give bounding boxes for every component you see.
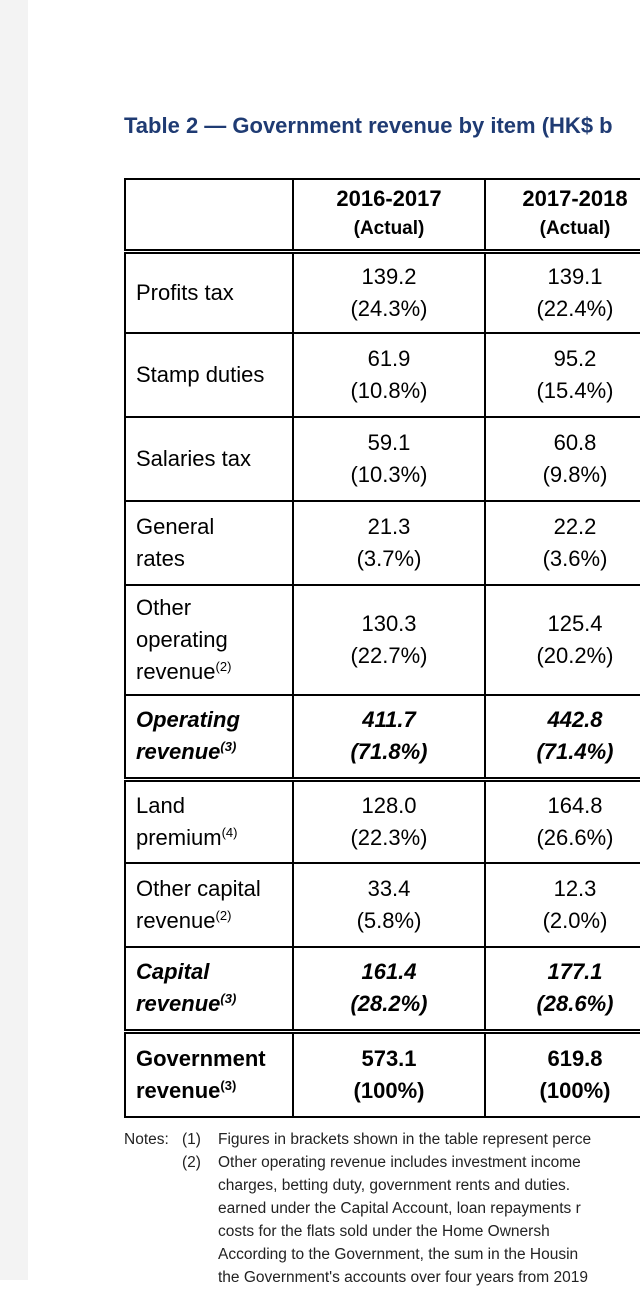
row-label (125, 863, 293, 947)
note-text: Figures in brackets shown in the table represent perce (218, 1131, 592, 1148)
note-text-line: costs for the flats sold under the Home Ownersh (218, 1223, 550, 1240)
table-row-stamp-duties (125, 333, 640, 417)
table-row-other-operating-revenue (125, 585, 640, 695)
percent: (20.2%) (536, 643, 614, 668)
value-cell (293, 585, 485, 695)
footnote-ref: (4) (221, 824, 238, 840)
row-label-text: revenue (136, 908, 216, 933)
page-margin (0, 0, 28, 1280)
note-index: (2) (182, 1154, 201, 1171)
percent: (24.3%) (350, 295, 428, 321)
row-label-text: premium (136, 824, 222, 850)
percent: (9.8%) (542, 462, 608, 487)
row-label (125, 1031, 293, 1117)
value-cell (485, 695, 640, 779)
note-text-line: charges, betting duty, government rents and duties. (218, 1177, 571, 1194)
footnote-ref: (3) (220, 739, 237, 755)
table-notes (124, 1128, 640, 1289)
header-subtitle: (Actual) (539, 218, 611, 240)
row-label-text: revenue (136, 1077, 221, 1103)
percent: (3.6%) (542, 546, 608, 571)
value: 95.2 (553, 346, 597, 371)
row-label (125, 585, 293, 695)
value: 61.9 (367, 346, 411, 371)
row-label-line (136, 988, 292, 1020)
revenue-table (124, 178, 640, 1118)
note-text-line: According to the Government, the sum in the Housin (218, 1246, 579, 1263)
value: 139.1 (547, 263, 603, 289)
percent: (100%) (353, 1077, 425, 1103)
row-label-text: revenue (136, 739, 221, 765)
row-label-line: Capital (136, 959, 210, 985)
value-cell (293, 251, 485, 333)
row-label (125, 501, 293, 585)
table-row-general-rates (125, 501, 640, 585)
value-cell (485, 863, 640, 947)
note-text-line: the Government's accounts over four years from 2019 (218, 1269, 588, 1286)
value-cell (293, 1031, 485, 1117)
table-header-row (125, 179, 640, 251)
value-cell (485, 779, 640, 863)
value-cell (293, 501, 485, 585)
row-label (125, 695, 293, 779)
row-label-line: Land (136, 792, 185, 818)
value-cell (485, 585, 640, 695)
revenue-table-container (124, 178, 640, 1118)
row-label-line (136, 656, 292, 688)
value: 619.8 (547, 1045, 603, 1071)
value: 442.8 (547, 707, 603, 733)
row-label-line: Government (136, 1045, 266, 1071)
note-text-line: earned under the Capital Account, loan repayments r (218, 1200, 581, 1217)
percent: (10.8%) (350, 378, 428, 403)
table-title: Table 2 — Government revenue by item (HK$ b (124, 113, 613, 138)
value-cell (485, 417, 640, 501)
table-row-government-revenue (125, 1031, 640, 1117)
value: 59.1 (367, 430, 411, 455)
value: 161.4 (361, 959, 417, 985)
header-2016-2017 (293, 179, 485, 251)
footnote-ref: (3) (220, 991, 237, 1007)
percent: (71.4%) (536, 739, 614, 765)
percent: (2.0%) (542, 908, 608, 933)
percent: (5.8%) (356, 908, 422, 933)
header-year: 2016-2017 (336, 186, 442, 212)
table-row-other-capital-revenue (125, 863, 640, 947)
table-row-land-premium (125, 779, 640, 863)
value: 21.3 (367, 514, 411, 539)
row-label-line: Operating (136, 707, 240, 733)
percent: (100%) (539, 1077, 611, 1103)
note-text: Other operating revenue includes investment income (218, 1154, 581, 1171)
row-label-line: Other capital (136, 876, 261, 901)
row-label: Stamp duties (125, 333, 293, 417)
row-label-line: rates (136, 546, 185, 571)
table-row-profits-tax (125, 251, 640, 333)
percent: (28.2%) (350, 991, 428, 1017)
value: 12.3 (553, 876, 597, 901)
header-2017-2018 (485, 179, 640, 251)
value: 60.8 (553, 430, 597, 455)
value: 139.2 (361, 263, 417, 289)
value-cell (293, 779, 485, 863)
percent: (28.6%) (536, 991, 614, 1017)
header-year: 2017-2018 (522, 186, 628, 212)
footnote-ref: (2) (215, 659, 232, 674)
value-cell (293, 695, 485, 779)
value-cell (485, 333, 640, 417)
row-label-line (136, 1075, 292, 1107)
row-label-line (136, 822, 292, 854)
value-cell (293, 947, 485, 1031)
notes-heading: Notes: (124, 1131, 169, 1148)
percent: (10.3%) (350, 462, 428, 487)
footnote-ref: (3) (220, 1077, 237, 1093)
row-label (125, 947, 293, 1031)
percent: (22.7%) (350, 643, 428, 668)
row-label-line: Other (136, 595, 192, 620)
note-index: (1) (182, 1131, 201, 1148)
value-cell (293, 333, 485, 417)
note-1 (124, 1128, 640, 1151)
row-label-line: operating (136, 627, 228, 652)
value-cell (485, 1031, 640, 1117)
note-2 (124, 1151, 640, 1174)
percent: (26.6%) (536, 824, 614, 850)
value: 33.4 (367, 876, 411, 901)
row-label: Salaries tax (125, 417, 293, 501)
value-cell (293, 417, 485, 501)
row-label-line (136, 736, 292, 768)
percent: (3.7%) (356, 546, 422, 571)
value-cell (485, 947, 640, 1031)
header-empty-cell (125, 179, 293, 251)
percent: (15.4%) (536, 378, 614, 403)
value-cell (485, 251, 640, 333)
footnote-ref: (2) (215, 908, 232, 923)
percent: (71.8%) (350, 739, 428, 765)
row-label (125, 779, 293, 863)
value-cell (485, 501, 640, 585)
table-row-salaries-tax (125, 417, 640, 501)
row-label-text: revenue (136, 991, 221, 1017)
value: 22.2 (553, 514, 597, 539)
table-row-capital-revenue (125, 947, 640, 1031)
value: 177.1 (547, 959, 603, 985)
row-label-line (136, 905, 292, 937)
row-label-text: revenue (136, 659, 216, 684)
row-label: Profits tax (125, 251, 293, 333)
percent: (22.4%) (536, 295, 614, 321)
value-cell (293, 863, 485, 947)
percent: (22.3%) (350, 824, 428, 850)
table-row-operating-revenue (125, 695, 640, 779)
value: 130.3 (361, 611, 417, 636)
row-label-line: General (136, 514, 215, 539)
header-subtitle: (Actual) (353, 218, 425, 240)
value: 125.4 (547, 611, 603, 636)
value: 573.1 (361, 1045, 417, 1071)
value: 164.8 (547, 792, 603, 818)
value: 128.0 (361, 792, 417, 818)
value: 411.7 (362, 707, 416, 733)
